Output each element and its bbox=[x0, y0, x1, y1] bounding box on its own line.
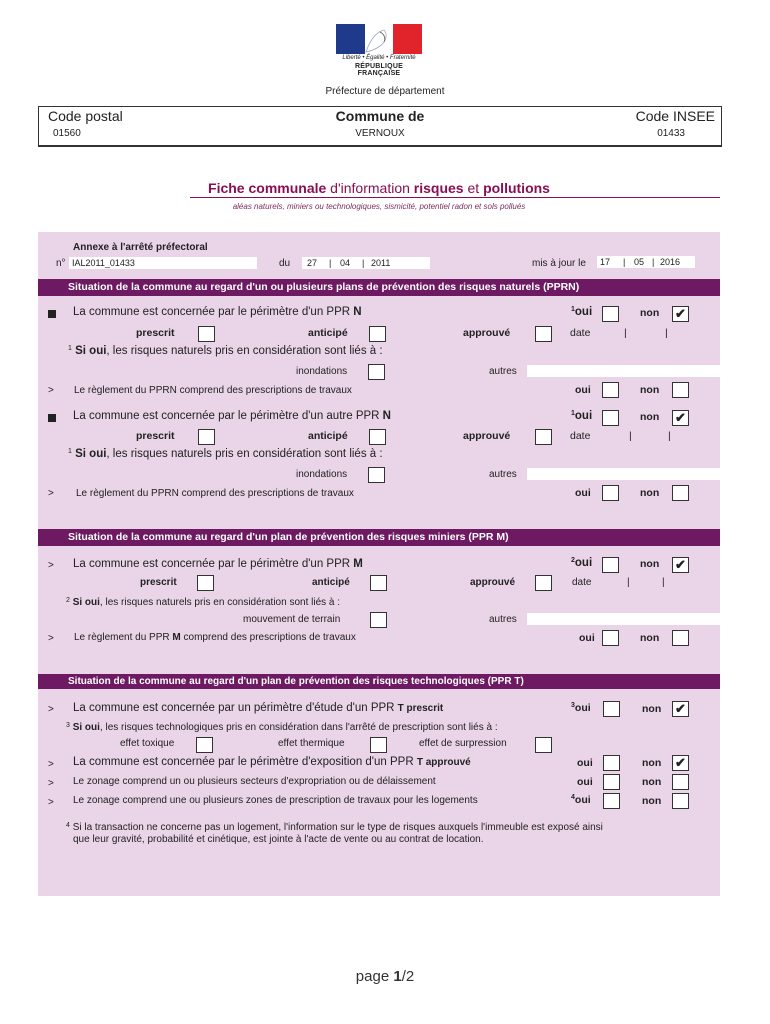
pprm-reglement-oui-label: oui bbox=[579, 632, 595, 644]
pprt-note-2: que leur gravité, probabilité et cinétique, est jointe à l'acte de vente ou au contrat de location. bbox=[73, 834, 484, 845]
pprn2-oui-label: $^1$oui bbox=[571, 410, 593, 422]
page-title: Fiche communale d'information risques et pollutions bbox=[208, 180, 550, 196]
annexe-label: Annexe à l'arrêté préfectoral bbox=[73, 242, 208, 253]
pprt2-oui-checkbox[interactable] bbox=[603, 755, 620, 771]
pprt-thermique-label: effet thermique bbox=[278, 738, 345, 749]
pprn2-inondations-checkbox[interactable] bbox=[368, 467, 385, 483]
arrow-marker: > bbox=[48, 633, 54, 644]
arrow-marker: > bbox=[48, 488, 54, 499]
pprn1-non-checkbox[interactable]: ✔ bbox=[672, 306, 689, 322]
zonage1-oui-checkbox[interactable] bbox=[603, 774, 620, 790]
annexe-no-label: n° bbox=[56, 258, 66, 269]
form-panel bbox=[38, 232, 720, 896]
pprn-section-header: Situation de la commune au regard d'un ou plusieurs plans de prévention des risques naturels (PPRN) bbox=[38, 279, 720, 296]
pprn1-approuve-checkbox[interactable] bbox=[535, 326, 552, 342]
pprm-question-1: La commune est concernée par le périmètre d'un PPR M bbox=[73, 558, 363, 570]
arrow-marker: > bbox=[48, 704, 54, 715]
bullet-icon bbox=[48, 414, 56, 422]
pprn2-reglement: Le règlement du PPRN comprend des prescriptions de travaux bbox=[76, 488, 354, 499]
zonage2-oui-label: $^4$oui bbox=[571, 794, 591, 806]
pprt2-oui-label: oui bbox=[577, 757, 593, 769]
logo-name: RÉPUBLIQUE FRANÇAISE bbox=[355, 63, 403, 77]
date-separator: | bbox=[662, 577, 665, 588]
pprm-reglement: Le règlement du PPR M comprend des prescriptions de travaux bbox=[74, 632, 356, 643]
marianne-flag-icon bbox=[336, 24, 422, 54]
pprt-toxique-checkbox[interactable] bbox=[196, 737, 213, 753]
pprn1-non-label: non bbox=[640, 307, 660, 319]
pprn1-anticipe-label: anticipé bbox=[308, 327, 348, 339]
pprt2-non-checkbox[interactable]: ✔ bbox=[672, 755, 689, 771]
pprt2-non-label: non bbox=[642, 757, 662, 769]
pprn1-oui-label: $^1$oui bbox=[571, 306, 593, 318]
pprm-mouvement-checkbox[interactable] bbox=[370, 612, 387, 628]
pprt-surpression-label: effet de surpression bbox=[419, 738, 507, 749]
pprn2-reglement-oui-label: oui bbox=[575, 487, 591, 499]
commune-label: Commune de bbox=[335, 108, 425, 124]
pprm-si-oui: $^2$ Si oui, les risques naturels pris en considération sont liés à : bbox=[66, 597, 341, 608]
pprm-non-checkbox[interactable]: ✔ bbox=[672, 557, 689, 573]
pprn2-approuve-checkbox[interactable] bbox=[535, 429, 552, 445]
zonage1-oui-label: oui bbox=[577, 776, 593, 788]
zonage1-non-checkbox[interactable] bbox=[672, 774, 689, 790]
pprt-si-oui: $^3$ Si oui, les risques technologiques pris en considération dans l'arrêté de prescription sont liés à : bbox=[66, 722, 498, 733]
pprn2-prescrit-label: prescrit bbox=[136, 430, 175, 442]
pprm-autres-field[interactable] bbox=[527, 613, 720, 625]
pprn1-reglement: Le règlement du PPRN comprend des prescriptions de travaux bbox=[74, 385, 352, 396]
pprm-oui-checkbox[interactable] bbox=[602, 557, 619, 573]
pprt1-non-label: non bbox=[642, 703, 662, 715]
pprn1-reglement-oui-checkbox[interactable] bbox=[602, 382, 619, 398]
pprn2-reglement-non-label: non bbox=[640, 487, 660, 499]
pprt1-oui-label: $^3$oui bbox=[571, 702, 591, 714]
arrow-marker: > bbox=[48, 385, 54, 396]
code-postal-label: Code postal bbox=[48, 108, 123, 124]
pprm-section-header: Situation de la commune au regard d'un plan de prévention des risques miniers (PPR M) bbox=[38, 529, 720, 546]
pprn1-autres-label: autres bbox=[489, 366, 517, 377]
pprn2-non-checkbox[interactable]: ✔ bbox=[672, 410, 689, 426]
date-separator: | bbox=[665, 327, 668, 339]
arrow-marker: > bbox=[48, 560, 54, 571]
pprn2-anticipe-label: anticipé bbox=[308, 430, 348, 442]
date-separator: | bbox=[627, 577, 630, 588]
pprn-question-1: La commune est concernée par le périmètre d'un PPR N bbox=[73, 306, 362, 318]
date-separator: | bbox=[629, 430, 632, 442]
pprn2-autres-field[interactable] bbox=[527, 468, 720, 480]
code-postal-value: 01560 bbox=[53, 128, 81, 139]
pprn1-approuve-label: approuvé bbox=[463, 327, 511, 339]
insee-value: 01433 bbox=[657, 128, 685, 139]
pprn2-anticipe-checkbox[interactable] bbox=[369, 429, 386, 445]
logo-motto: Liberté • Égalité • Fraternité bbox=[342, 55, 416, 61]
pprn1-anticipe-checkbox[interactable] bbox=[369, 326, 386, 342]
pprm-non-label: non bbox=[640, 558, 660, 570]
pprm-anticipe-label: anticipé bbox=[312, 577, 350, 588]
pprt1-non-checkbox[interactable]: ✔ bbox=[672, 701, 689, 717]
arrow-marker: > bbox=[48, 797, 54, 808]
title-underline bbox=[190, 197, 720, 198]
commune-value: VERNOUX bbox=[355, 128, 405, 139]
page-number: page 1/2 bbox=[355, 968, 415, 985]
pprn1-prescrit-checkbox[interactable] bbox=[198, 326, 215, 342]
arrete-date-field[interactable]: 27 | 04 | 2011 bbox=[302, 257, 430, 269]
bullet-icon bbox=[48, 310, 56, 318]
pprt-section-header: Situation de la commune au regard d'un plan de prévention des risques technologiques (PPR T) bbox=[38, 674, 720, 689]
arrow-marker: > bbox=[48, 759, 54, 770]
pprm-mouvement-label: mouvement de terrain bbox=[243, 614, 341, 625]
pprm-reglement-oui-checkbox[interactable] bbox=[602, 630, 619, 646]
pprn2-si-oui: $^1$ Si oui, les risques naturels pris en considération sont liés à : bbox=[68, 448, 383, 460]
pprt-surpression-checkbox[interactable] bbox=[535, 737, 552, 753]
arrow-marker: > bbox=[48, 778, 54, 789]
pprn1-reglement-non-checkbox[interactable] bbox=[672, 382, 689, 398]
du-label: du bbox=[279, 258, 291, 269]
maj-label: mis à jour le bbox=[532, 258, 586, 269]
pprm-approuve-checkbox[interactable] bbox=[535, 575, 552, 591]
pprt-question-2: La commune est concernée par le périmètre d'exposition d'un PPR T approuvé bbox=[73, 756, 471, 768]
pprn1-reglement-non-label: non bbox=[640, 384, 660, 396]
pprm-prescrit-label: prescrit bbox=[140, 577, 177, 588]
pprn1-inondations-label: inondations bbox=[296, 366, 348, 377]
pprn2-date-label: date bbox=[570, 430, 591, 442]
pprn-question-2: La commune est concernée par le périmètre d'un autre PPR N bbox=[73, 410, 391, 422]
pprn2-reglement-non-checkbox[interactable] bbox=[672, 485, 689, 501]
zonage2-non-label: non bbox=[642, 795, 662, 807]
prefecture-label: Préfecture de département bbox=[325, 86, 445, 97]
insee-label: Code INSEE bbox=[635, 108, 715, 124]
pprt1-oui-checkbox[interactable] bbox=[603, 701, 620, 717]
pprt-zonage-2: Le zonage comprend une ou plusieurs zones de prescription de travaux pour les logements bbox=[73, 795, 478, 806]
zonage1-non-label: non bbox=[642, 776, 662, 788]
pprn1-date-label: date bbox=[570, 327, 591, 339]
pprm-anticipe-checkbox[interactable] bbox=[370, 575, 387, 591]
commune-header bbox=[38, 106, 722, 147]
pprn1-reglement-oui-label: oui bbox=[575, 384, 591, 396]
date-separator: | bbox=[624, 327, 627, 339]
pprn1-oui-checkbox[interactable] bbox=[602, 306, 619, 322]
page-subtitle: aléas naturels, miniers ou technologiques, sismicité, potentiel radon et sols pollués bbox=[232, 202, 526, 211]
pprm-approuve-label: approuvé bbox=[470, 577, 516, 588]
pprt-question-1: La commune est concernée par un périmètre d'étude d'un PPR T prescrit bbox=[73, 702, 444, 714]
pprn2-inondations-label: inondations bbox=[296, 469, 348, 480]
pprn2-non-label: non bbox=[640, 411, 660, 423]
zonage2-non-checkbox[interactable] bbox=[672, 793, 689, 809]
pprn1-autres-field[interactable] bbox=[527, 365, 720, 377]
pprm-autres-label: autres bbox=[489, 614, 517, 625]
pprm-date-label: date bbox=[572, 577, 592, 588]
pprt-toxique-label: effet toxique bbox=[120, 738, 175, 749]
pprn2-autres-label: autres bbox=[489, 469, 517, 480]
pprm-prescrit-checkbox[interactable] bbox=[197, 575, 214, 591]
pprn2-approuve-label: approuvé bbox=[463, 430, 511, 442]
pprm-reglement-non-checkbox[interactable] bbox=[672, 630, 689, 646]
pprn2-prescrit-checkbox[interactable] bbox=[198, 429, 215, 445]
pprm-reglement-non-label: non bbox=[640, 632, 660, 644]
pprn1-inondations-checkbox[interactable] bbox=[368, 364, 385, 380]
pprt-zonage-1: Le zonage comprend un ou plusieurs secteurs d'expropriation ou de délaissement bbox=[73, 776, 436, 787]
pprn1-prescrit-label: prescrit bbox=[136, 327, 175, 339]
pprn1-si-oui: $^1$ Si oui, les risques naturels pris en considération sont liés à : bbox=[68, 345, 383, 357]
republic-logo bbox=[336, 24, 422, 77]
pprt-note: $^4$ Si la transaction ne concerne pas un logement, l'information sur le type de risques auxquels l'immeuble est exposé ainsi bbox=[66, 822, 603, 833]
date-separator: | bbox=[668, 430, 671, 442]
pprn2-reglement-oui-checkbox[interactable] bbox=[602, 485, 619, 501]
annexe-number-field[interactable]: IAL2011_01433 bbox=[69, 257, 257, 269]
pprm-oui-label: $^2$oui bbox=[571, 557, 593, 569]
zonage2-oui-checkbox[interactable] bbox=[603, 793, 620, 809]
pprn2-oui-checkbox[interactable] bbox=[602, 410, 619, 426]
maj-date-field[interactable]: 17 | 05 | 2016 bbox=[597, 256, 695, 268]
pprt-thermique-checkbox[interactable] bbox=[370, 737, 387, 753]
